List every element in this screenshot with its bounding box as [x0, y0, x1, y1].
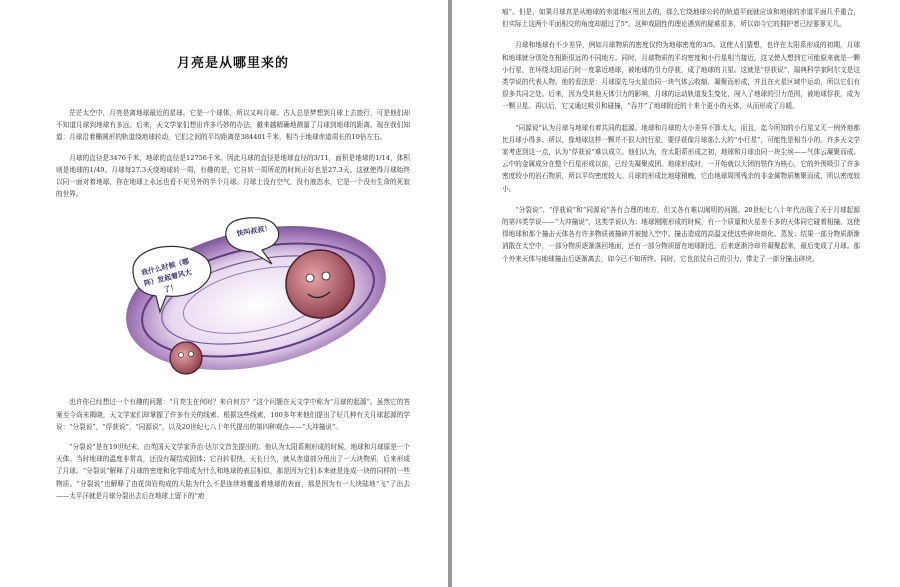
paragraph: 痕”。但是，如果月球真是从地球的赤道地区甩出去的，那么它绕地球公转的轨道平面就应该和地球的赤道平面几乎重合，但实际上这两个平面相交的角度却超过了5°。这种戏剧性的理论遇到的疑难很多，所以如今它的拥护者已经寥寥无几。	[502, 8, 860, 29]
bubble-right-text: 快叫叔叔！	[236, 224, 272, 239]
left-page	[0, 0, 448, 587]
right-page	[452, 0, 900, 587]
page-title: 月亮是从哪里来的	[176, 56, 289, 71]
paragraph: 也许你已经想过一个有趣的问题：“月亮生在何时？来自何方？”这个问题在天文学中称为“月球的起源”。虽然它的答案至今尚未揭晓，天文学家们却掌握了许多有关的线索。根据这些线索，100多年来他们提出了好几种有关月球起源的学说：“分裂说”，“俘获说”，“同源说”，以及20世纪七八十年代提出的第四种观点——“大冲撞说”。	[56, 398, 410, 431]
paragraph: “分裂说”、“俘获说”和“同源说”各有合理的地方，但又各有难以阐明的问题。20世纪七八十年代出现了关于月球起源的第四类学说——“大冲撞说”，这类学说认为：地球刚刚形成的时候，有一个质量和火星差不多的天体同它碰着相撞，这使得地球和那个撞击天体各有许多物质被撞碎并被抛入空中。撞击造成的高温又使这些碎块熔化、蒸发；结果一部分物质渐渐消散在太空中，一部分物质逐渐落回地面，还有一部分物质留在地球附近，后来逐渐冷却并凝聚起来，最后变成了月球。那个外来天体与地球撞击后逐渐离去，如今已不知所终。同时，它也依仗自己的引力，带走了一部分撞击碎块。	[502, 205, 860, 263]
moon-eye	[189, 352, 194, 357]
paragraph: 月球的直径是3476千米，地球的直径是12756千米。因此月球的直径是地球直径的3/11，面积是地球的1/14，体积则是地球的1/49。月球每27.3天绕地球转一周，有趣的是，它自转一周所花的时间正好也是27.3天。这就使得月球始终以同一面对着地球，你在地球上永远也看不见另外的半个月球。月球上没有空气，没有液态水，它是一个没有生命的死寂的世界。	[56, 153, 410, 199]
earth-eye	[306, 274, 314, 282]
earth-character	[286, 250, 354, 318]
moon-earth-illustration	[106, 208, 386, 384]
bubble-left-text: 我什么时候（哪阵）发起着风大了！	[140, 257, 193, 295]
paragraph: “同源说”认为月球与地球有着共同的起源。地球和月球的大小差异不算太大，而且，迄今所知的小行星又无一例外地都比月球小得多。所以，像地球这样一颗并不很大的行星，要俘获像月球那么大的“小行星”，可能性是相当小的。许多天文学家考虑到这一点，认为“俘获说”难以成立。他们认为，在太阳系形成之初，地球和月球由同一块尘埃——气体云凝聚而成。云中的金属成分在整个行星形成以前，已经先凝聚成团。地球形成时，一开始就以大团的铁作为核心，它的外围吸引了许多密度较小的岩石物质，所以平均密度较大。月球的形成比地球稍晚，它由地球周围残余的非金属物质集聚而成，所以密度较小。	[502, 123, 860, 193]
moon-eye	[179, 353, 184, 358]
paragraph: 茫茫太空中，月亮是离地球最近的星球。它是一个球体，所以又叫月球。古人总是梦想到月球上去旅行，可是他们却不知道月球到地球有多远。后来，天文学家们想出许多巧妙的办法，越来越精确地测量了月球到地球的距离。现在我们知道：月球沿着椭圆形的轨道绕地球转动，它们之间的平均距离是384401千米，相当于地球赤道周长的10倍左右。	[56, 109, 410, 142]
paragraph: 月球和地球有不少差异，例如月球物质的密度仅约为地球密度的3/5。这使人们猜想，也许在太阳系形成的初期，月球和地球就分别处在相距很远的不同地方。同时，月球物质的平均密度和小行星相当接近，这又使人想到它可能原来就是一颗小行星，在环绕太阳运行时一度靠近地球，被地球的引力俘获，成了地球的卫星。这就是“俘获说”，瑞典科学家阿尔文是这类学说的代表人物。他的看法是：月球原先与火星由同一块气体云收缩、凝聚而形成，并且在火星区域中运动，所以它们有很多共同之处。后来，因为受其他天体引力的影响，月球的运动轨道发生变化，闯入了地球的引力范围，被地球俘获，成为一颗卫星。再以后，它又通过吸引和碰撞，“吞并”了地球附近的十来个更小的天体，从而形成了月暖。	[502, 41, 860, 111]
earth-eye	[322, 272, 330, 280]
paragraph: “分裂说”是在19世纪末，由英国天文学家乔治·达尔文首先提出的。他认为太阳系刚形成的时候，地球和月球原是一个天体。当时地球的温度非常高，还没有凝结成固体；它自转很快，天长日久，就从赤道部分甩出了一大块物质，后来形成了月球。“分裂说”解释了月球的密度和化学组成为什么和地球的表层相似，那是因为它们本来就是连成一块的同样的一些物质。“分裂说”也解释了由花岗岩构成的大陆为什么不是连续地覆盖着地球的表面，那是因为有一大块陆地“飞”了出去——太平洋就是月球分裂出去后在地球上留下的“疤	[56, 443, 410, 500]
moon-character	[170, 342, 202, 374]
